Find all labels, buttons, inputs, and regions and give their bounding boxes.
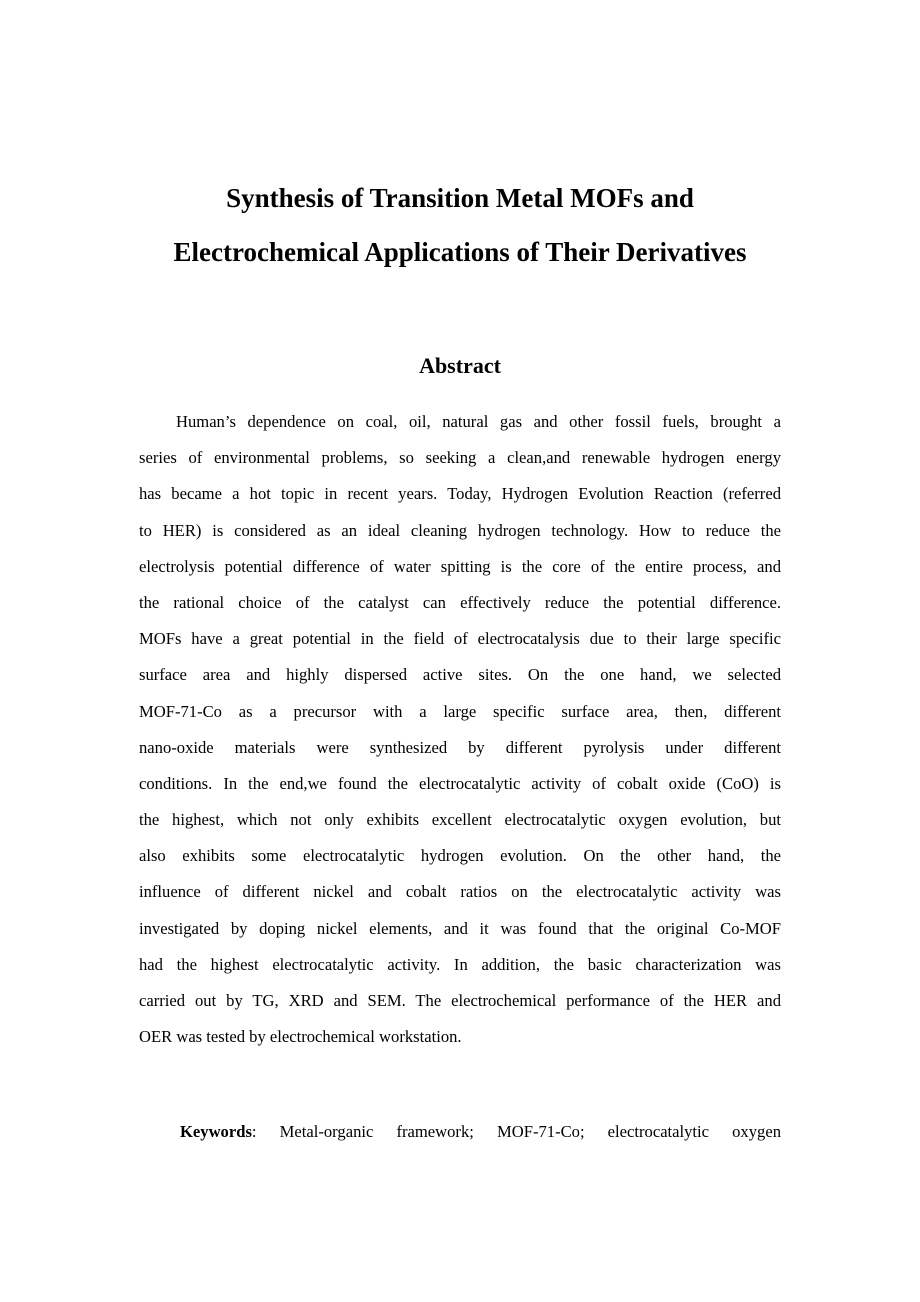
abstract-line: OER was tested by electrochemical workstation. [139, 1027, 462, 1047]
abstract-body [139, 404, 781, 1055]
abstract-line: also exhibits some electrocatalytic hydrogen evolution. On the other hand, the [139, 846, 781, 866]
abstract-line: carried out by TG, XRD and SEM. The electrochemical performance of the HER and [139, 991, 781, 1010]
paper-title-line-2: Electrochemical Applications of Their Derivatives [173, 237, 747, 267]
abstract-line: Human’s dependence on coal, oil, natural gas and other fossil fuels, brought a [176, 412, 781, 431]
abstract-line: to HER) is considered as an ideal cleaning hydrogen technology. How to reduce the [139, 520, 781, 540]
abstract-line: has became a hot topic in recent years. Today, Hydrogen Evolution Reaction (referred [139, 484, 781, 504]
abstract-line: nano-oxide materials were synthesized by different pyrolysis under different [139, 737, 781, 757]
abstract-line: influence of different nickel and cobalt ratios on the electrocatalytic activity was [139, 882, 781, 902]
abstract-line: the highest, which not only exhibits excellent electrocatalytic oxygen evolution, but [139, 810, 781, 830]
abstract-line: series of environmental problems, so seeking a clean,and renewable hydrogen energy [139, 448, 781, 468]
keywords-label: Keywords [180, 1122, 252, 1141]
abstract-line: MOF-71-Co as a precursor with a large specific surface area, then, different [139, 701, 781, 721]
keywords-separator: : [251, 1122, 257, 1141]
abstract-line: had the highest electrocatalytic activity. In addition, the basic characterization was [139, 954, 781, 974]
abstract-line: surface area and highly dispersed active sites. On the one hand, we selected [139, 665, 781, 685]
abstract-line: the rational choice of the catalyst can effectively reduce the potential difference. [139, 592, 781, 612]
abstract-line: MOFs have a great potential in the field of electrocatalysis due to their large specific [139, 629, 781, 649]
paper-title-line-1: Synthesis of Transition Metal MOFs and [226, 183, 694, 213]
abstract-heading: Abstract [419, 353, 501, 378]
paper-title [0, 171, 920, 279]
keywords-line [139, 1114, 781, 1150]
keywords-text: Metal-organic framework; MOF-71-Co; electrocatalytic oxygen [279, 1122, 781, 1141]
abstract-line: electrolysis potential difference of water spitting is the core of the entire process, and [139, 556, 781, 576]
abstract-line: investigated by doping nickel elements, and it was found that the original Co-MOF [139, 918, 781, 938]
abstract-line: conditions. In the end,we found the electrocatalytic activity of cobalt oxide (CoO) is [139, 773, 781, 793]
